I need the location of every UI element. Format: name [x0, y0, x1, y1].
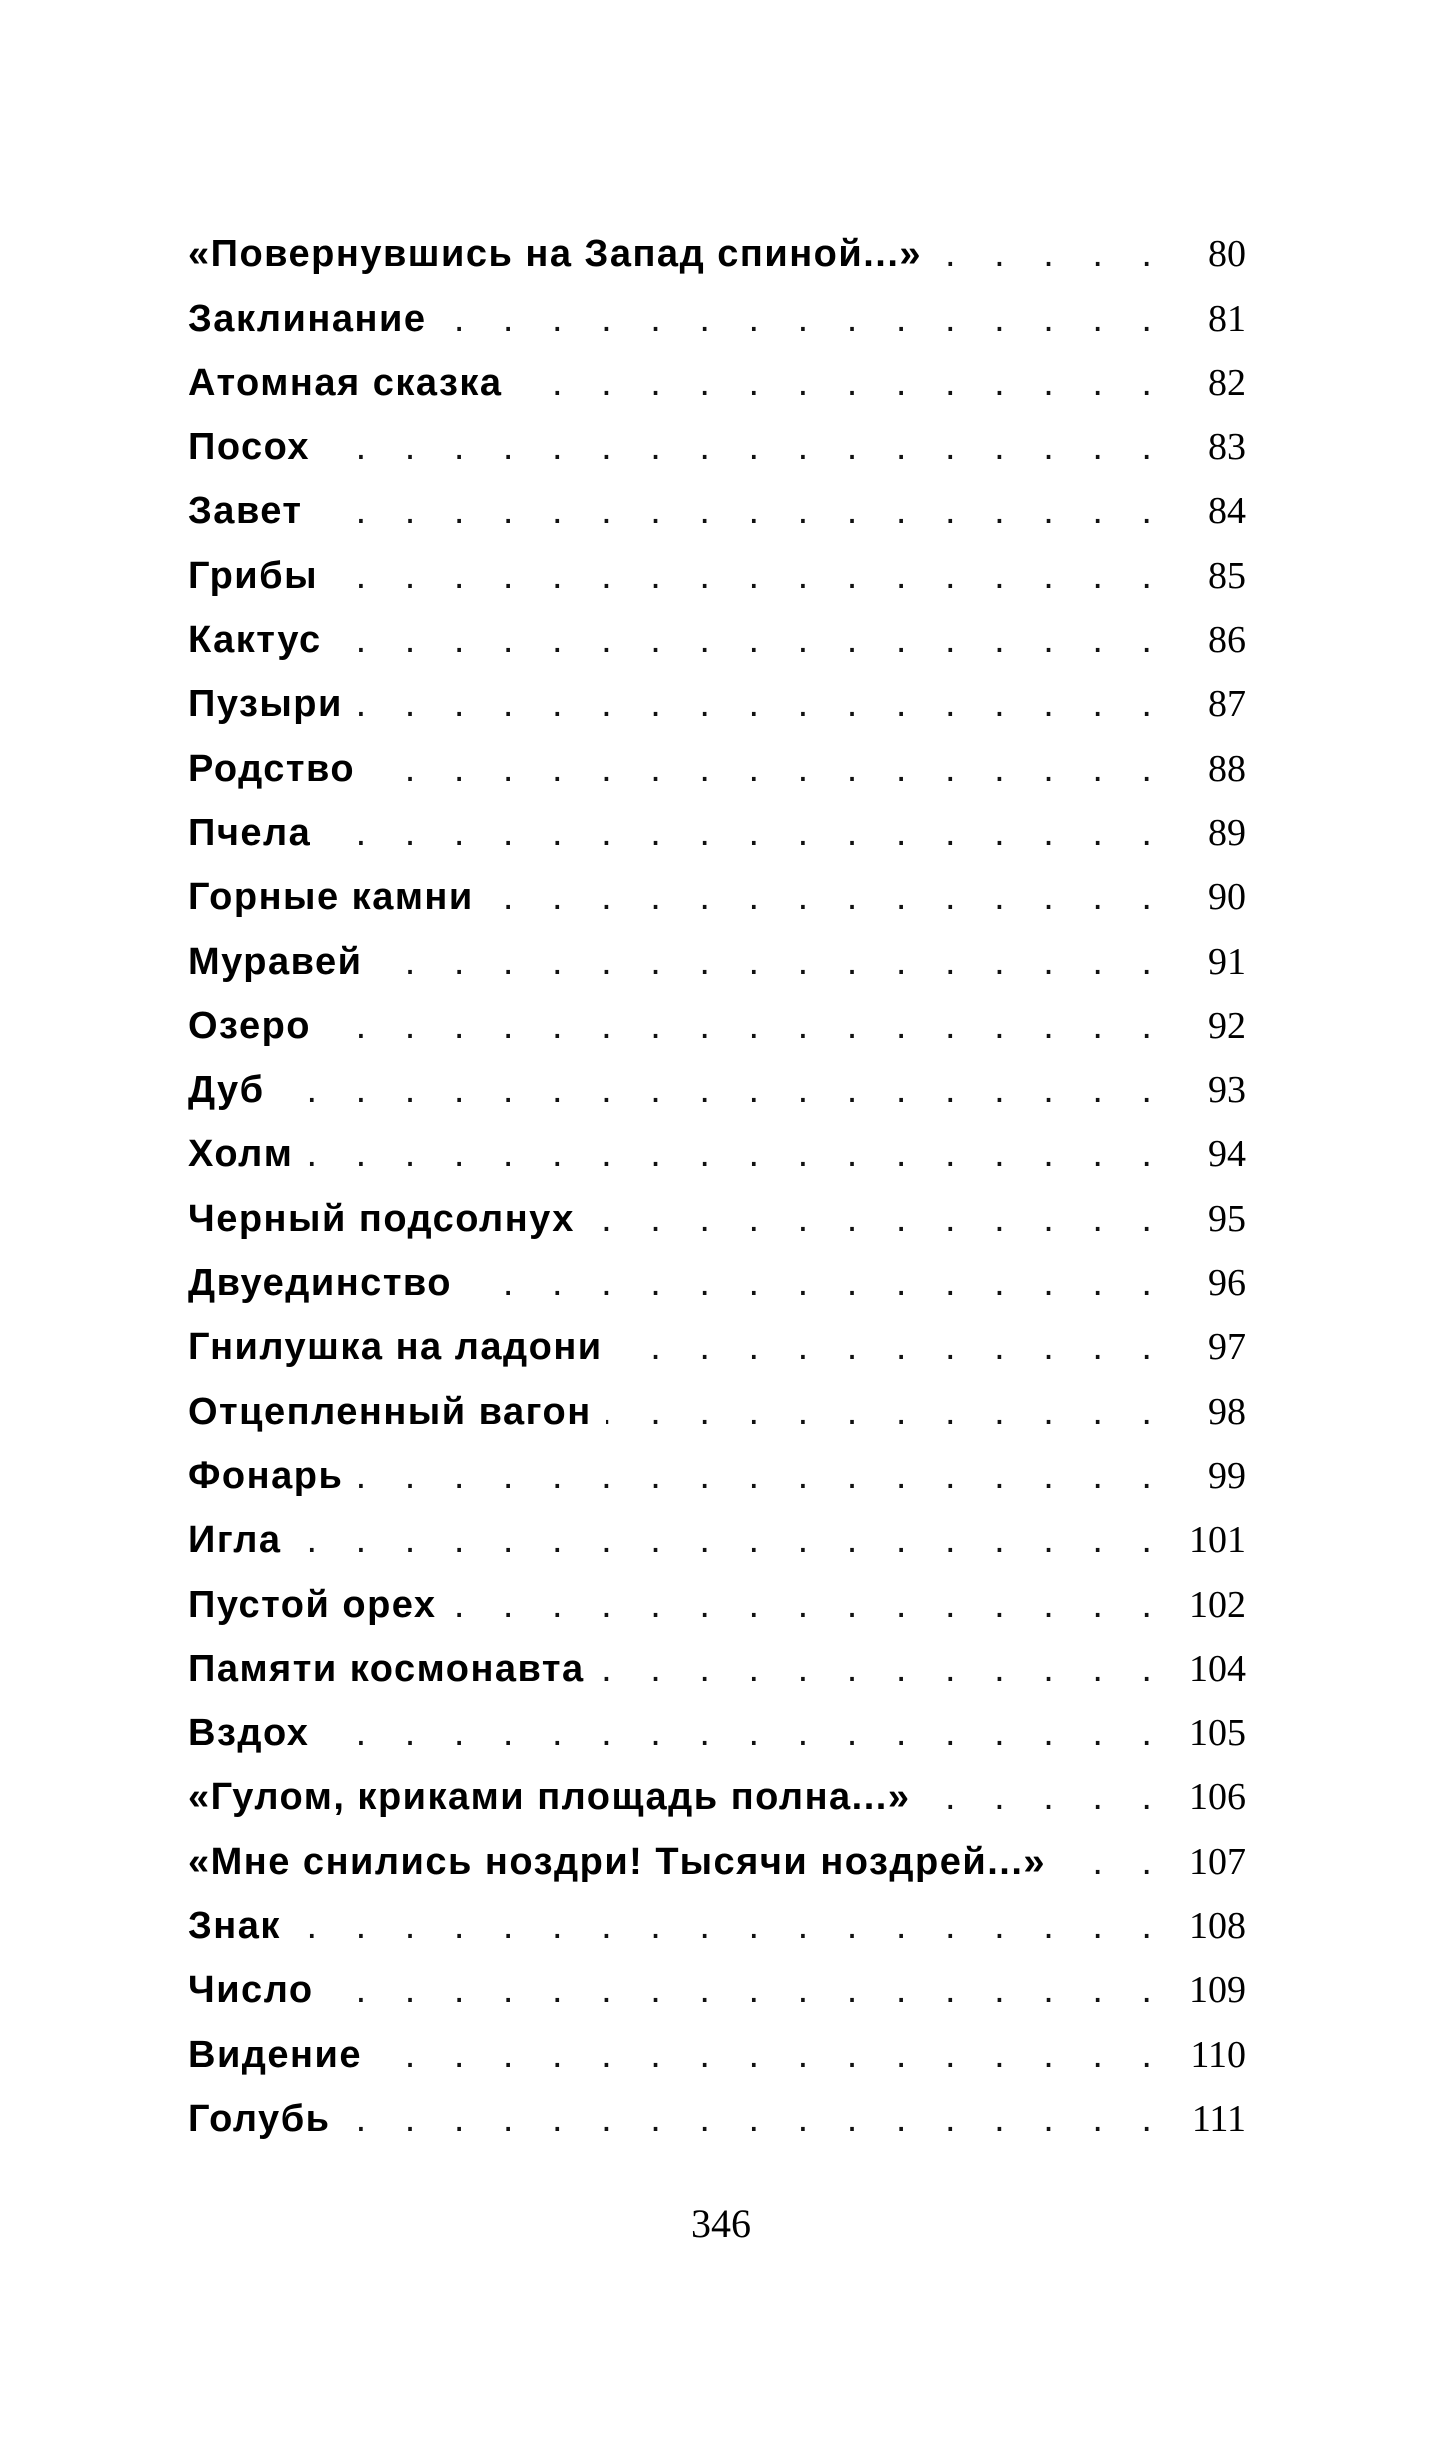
toc-entry: [188, 533, 1246, 597]
dot-leader: [377, 941, 1167, 984]
toc-entry-page: 111: [1191, 2097, 1246, 2140]
toc-entry-title: Черный подсолнух: [188, 1197, 575, 1240]
toc-entry-page: 86: [1208, 619, 1246, 662]
toc-entry-page: 106: [1189, 1776, 1246, 1819]
toc-entry-title: Знак: [188, 1905, 281, 1948]
dot-leader: [357, 1455, 1166, 1498]
toc-entry-title: Родство: [188, 747, 356, 790]
dot-leader: [295, 1905, 1166, 1948]
dot-leader: [599, 1648, 1166, 1691]
toc-entry-title: Грибы: [188, 554, 319, 597]
dot-leader: [317, 490, 1166, 533]
toc-entry-title: Пустой орех: [188, 1583, 437, 1626]
toc-entry-page: 85: [1208, 554, 1246, 597]
dot-leader: [924, 1776, 1166, 1819]
toc-entry-page: 93: [1208, 1069, 1246, 1112]
toc-entry: [188, 984, 1246, 1048]
toc-entry: [188, 1948, 1246, 2012]
toc-entry: [188, 1241, 1246, 1305]
toc-entry: [188, 919, 1246, 983]
dot-leader: [336, 619, 1166, 662]
toc-entry-page: 107: [1189, 1840, 1246, 1883]
toc-entry-title: Муравей: [188, 940, 363, 983]
toc-entry: [188, 2012, 1246, 2076]
dot-leader: [451, 1584, 1166, 1627]
toc-entry-title: Атомная сказка: [188, 361, 503, 404]
dot-leader: [328, 1969, 1166, 2012]
dot-leader: [516, 362, 1166, 405]
toc-entry-page: 102: [1189, 1583, 1246, 1626]
table-of-contents: [188, 212, 1246, 2141]
toc-entry-page: 89: [1208, 811, 1246, 854]
toc-entry-title: Горные камни: [188, 876, 474, 919]
dot-leader: [376, 2034, 1166, 2077]
dot-leader: [345, 2098, 1166, 2141]
dot-leader: [332, 555, 1166, 598]
toc-entry-title: Заклинание: [188, 297, 427, 340]
toc-entry: [188, 1627, 1246, 1691]
dot-leader: [606, 1391, 1166, 1434]
toc-entry: [188, 1369, 1246, 1433]
toc-entry-title: Кактус: [188, 619, 322, 662]
toc-entry-title: «Мне снились ноздри! Тысячи ноздрей...»: [188, 1840, 1047, 1883]
toc-entry-title: Озеро: [188, 1004, 312, 1047]
toc-entry: [188, 1755, 1246, 1819]
toc-entry-title: Пчела: [188, 811, 312, 854]
toc-entry-title: Вздох: [188, 1712, 310, 1755]
toc-entry-page: 91: [1208, 940, 1246, 983]
toc-entry-title: Холм: [188, 1133, 294, 1176]
toc-entry: [188, 1562, 1246, 1626]
toc-entry-page: 94: [1208, 1133, 1246, 1176]
toc-entry: [188, 276, 1246, 340]
toc-entry: [188, 405, 1246, 469]
dot-leader: [324, 426, 1166, 469]
dot-leader: [357, 683, 1166, 726]
toc-entry-page: 90: [1208, 876, 1246, 919]
dot-leader: [1060, 1841, 1166, 1884]
dot-leader: [617, 1326, 1166, 1369]
toc-entry-title: Видение: [188, 2033, 363, 2076]
toc-entry-page: 99: [1208, 1454, 1246, 1497]
dot-leader: [369, 748, 1166, 791]
toc-entry-title: Посох: [188, 426, 311, 469]
toc-entry-page: 98: [1208, 1390, 1246, 1433]
toc-entry-page: 88: [1208, 747, 1246, 790]
toc-entry-page: 82: [1208, 361, 1246, 404]
toc-entry-page: 83: [1208, 426, 1246, 469]
toc-entry-title: «Гулом, криками площадь полна...»: [188, 1776, 911, 1819]
toc-entry-title: Отцепленный вагон: [188, 1390, 592, 1433]
toc-entry-title: Фонарь: [188, 1454, 344, 1497]
toc-entry: [188, 341, 1246, 405]
toc-entry-page: 87: [1208, 683, 1246, 726]
toc-entry-page: 84: [1208, 490, 1246, 533]
toc-entry-page: 81: [1208, 297, 1246, 340]
toc-entry-title: Голубь: [188, 2097, 331, 2140]
dot-leader: [466, 1262, 1166, 1305]
page-number: 346: [691, 2201, 751, 2246]
dot-leader: [589, 1198, 1166, 1241]
toc-entry-title: Памяти космонавта: [188, 1647, 585, 1690]
toc-entry-title: Число: [188, 1969, 314, 2012]
toc-entry-title: Гнилушка на ладони: [188, 1326, 603, 1369]
dot-leader: [325, 812, 1166, 855]
toc-entry-page: 80: [1208, 233, 1246, 276]
toc-entry: [188, 598, 1246, 662]
toc-entry-page: 110: [1190, 2033, 1246, 2076]
dot-leader: [323, 1712, 1166, 1755]
toc-entry-page: 95: [1208, 1197, 1246, 1240]
toc-entry-page: 101: [1189, 1519, 1246, 1562]
toc-entry-title: Игла: [188, 1519, 282, 1562]
toc-entry-page: 92: [1208, 1004, 1246, 1047]
toc-entry: [188, 1305, 1246, 1369]
toc-entry: [188, 1176, 1246, 1240]
dot-leader: [325, 1005, 1166, 1048]
toc-entry: [188, 1112, 1246, 1176]
dot-leader: [440, 298, 1166, 341]
toc-entry-page: 105: [1189, 1712, 1246, 1755]
toc-entry-page: 97: [1208, 1326, 1246, 1369]
toc-entry-title: Двуединство: [188, 1262, 453, 1305]
toc-entry-page: 109: [1189, 1969, 1246, 2012]
toc-entry: [188, 1691, 1246, 1755]
toc-entry-title: Завет: [188, 490, 303, 533]
toc-entry: [188, 1434, 1246, 1498]
toc-entry: [188, 469, 1246, 533]
dot-leader: [295, 1519, 1166, 1562]
toc-entry: [188, 1884, 1246, 1948]
toc-entry-page: 96: [1208, 1262, 1246, 1305]
toc-entry-page: 108: [1189, 1905, 1246, 1948]
toc-entry: [188, 662, 1246, 726]
toc-entry-page: 104: [1189, 1647, 1246, 1690]
toc-entry: [188, 726, 1246, 790]
toc-entry: [188, 1819, 1246, 1883]
toc-entry: [188, 2077, 1246, 2141]
dot-leader: [307, 1133, 1166, 1176]
toc-entry-title: Пузыри: [188, 683, 343, 726]
dot-leader: [936, 233, 1166, 276]
toc-entry: [188, 212, 1246, 276]
toc-entry-title: Дуб: [188, 1069, 265, 1112]
dot-leader: [488, 876, 1166, 919]
toc-entry: [188, 1048, 1246, 1112]
toc-entry: [188, 791, 1246, 855]
toc-entry: [188, 855, 1246, 919]
toc-entry: [188, 1498, 1246, 1562]
toc-entry-title: «Повернувшись на Запад спиной...»: [188, 233, 923, 276]
dot-leader: [279, 1069, 1166, 1112]
